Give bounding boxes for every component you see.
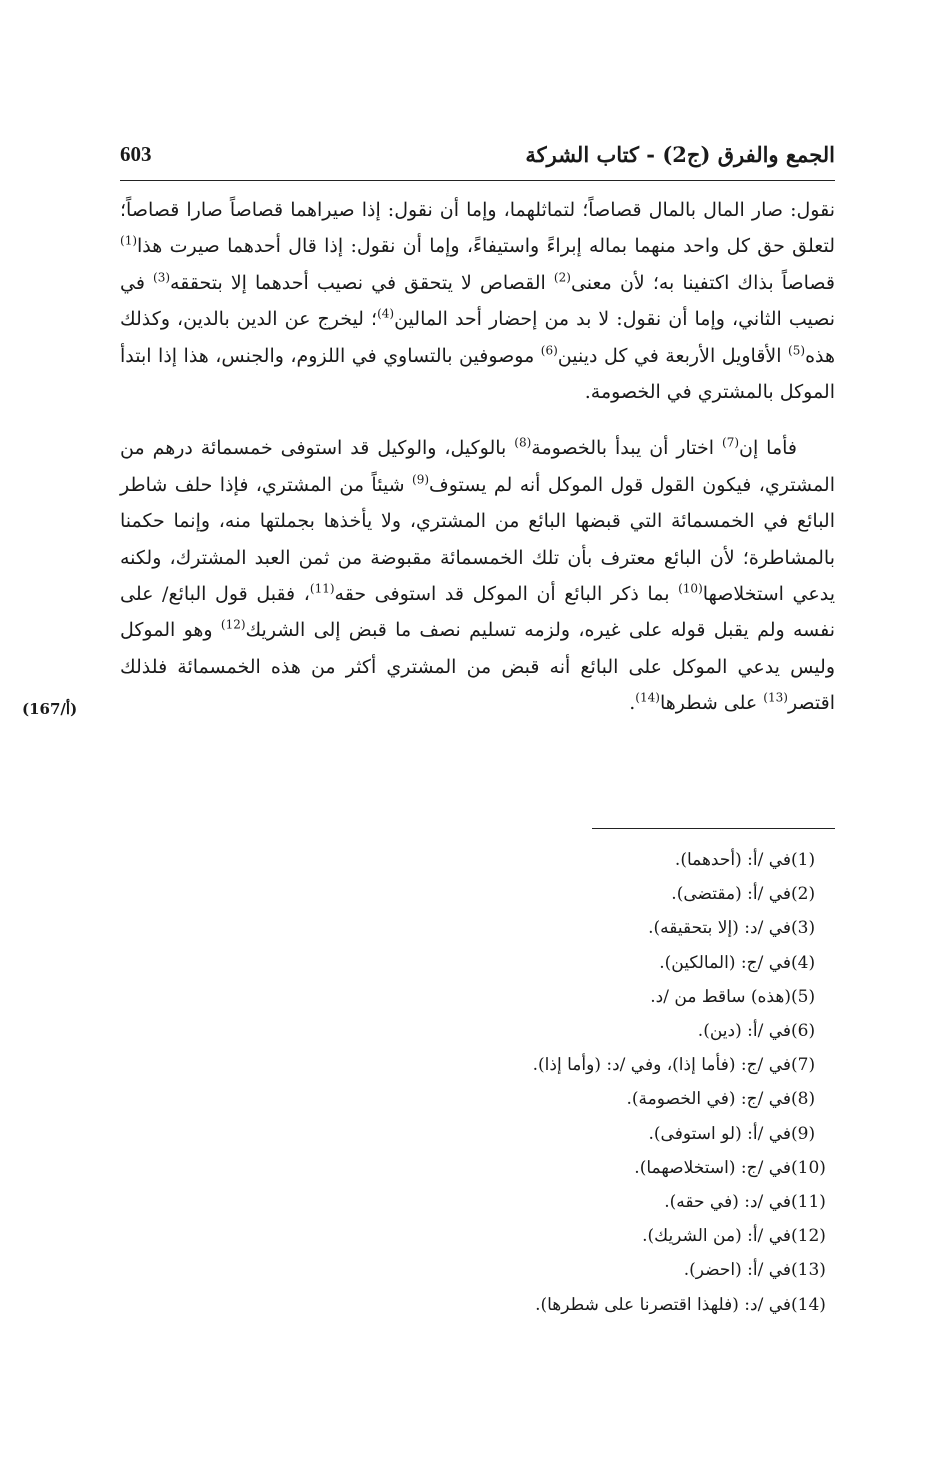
footnote-number: (9): [791, 1123, 816, 1144]
footnote-ref-5: (5): [788, 343, 806, 358]
footnote-item: [300, 946, 835, 980]
footnote-text: في /أ: (مقتضى).: [671, 884, 791, 905]
footnote-number: (13): [791, 1260, 826, 1281]
text-run: فأما إن: [739, 437, 798, 460]
header-rule: [120, 180, 835, 181]
text-run: شيئاً من المشتري، فإذا حلف شاطر البائع في الخمسمائة التي قبضها البائع من المشتري، ولا يأخذها بجملتها منه، وإنما حكمنا بالمشاطرة؛ لأن البائع معترف بأن تلك الخمسمائة مقبوضة من ثمن العبد المشترك، ولكنه يدعي استخلاصها: [120, 473, 835, 606]
footnote-item: [300, 1117, 835, 1151]
footnote-ref-14: (14): [635, 690, 660, 705]
footnote-text: في /أ: (أحدهما).: [674, 850, 791, 870]
text-run: اختار أن يبدأ بالخصومة: [531, 437, 722, 460]
footnote-text: في /ج: (استخلاصهما).: [634, 1157, 791, 1178]
footnote-text: في /أ: (دين).: [697, 1021, 791, 1042]
paragraph-2: [120, 430, 835, 721]
footnote-number: (1): [791, 850, 816, 870]
footnote-item: [300, 1048, 835, 1082]
footnotes-list: [300, 843, 835, 1322]
footnote-number: (14): [791, 1294, 826, 1315]
footnote-ref-4: (4): [377, 306, 395, 321]
text-run: ، فقبل قول البائع/ على نفسه ولم يقبل قوله على غيره، ولزمه تسليم نصف ما قبض إلى الشريك: [120, 583, 835, 642]
footnote-ref-6: (6): [540, 343, 558, 358]
footnote-number: (4): [791, 952, 816, 973]
footnote-item: [300, 1288, 835, 1322]
footnote-ref-1: (1): [120, 234, 138, 249]
footnote-item: [300, 911, 835, 945]
footnote-text: في /ج: (في الخصومة).: [626, 1089, 791, 1110]
footnote-item: [300, 1253, 835, 1287]
text-run: ؛ ليخرج عن الدين بالدين، وكذلك هذه: [120, 308, 836, 367]
paragraph-1: [120, 192, 835, 410]
text-run: موصوفين بالتساوي في اللزوم، والجنس، هذا إذا ابتدأ الموكل بالمشتري في الخصومة.: [120, 344, 835, 404]
footnote-ref-10: (10): [678, 581, 703, 596]
footnote-item: [300, 877, 835, 911]
footnote-separator: [592, 828, 835, 829]
footnote-ref-2: (2): [553, 270, 571, 285]
footnote-item: [300, 1082, 835, 1116]
running-title: الجمع والفرق (ج2) - كتاب الشركة: [525, 142, 835, 167]
footnote-item: [300, 980, 835, 1014]
text-run: .: [629, 692, 636, 715]
page-header: [120, 142, 835, 178]
footnote-item: [300, 843, 835, 877]
text-run: وهو الموكل وليس يدعي الموكل على البائع أنه قبض من المشتري أكثر من هذه الخمسمائة فلذلك اقتصر: [120, 619, 835, 715]
text-run: بالوكيل، والوكيل قد استوفى خمسمائة درهم من المشتري، فيكون القول قول الموكل أنه لم يستوف: [120, 437, 835, 496]
footnote-number: (10): [791, 1157, 826, 1178]
footnote-ref-11: (11): [309, 581, 335, 596]
text-run: على شطرها: [659, 692, 764, 715]
footnote-text: (هذه) ساقط من /د.: [650, 986, 791, 1007]
footnote-text: في /أ: (احضر).: [683, 1260, 791, 1281]
footnote-number: (2): [791, 884, 816, 905]
text-run: قصاصاً بذاك اكتفينا به؛ لأن معنى: [570, 271, 835, 294]
footnote-ref-8: (8): [514, 436, 532, 451]
text-run: في نصيب الثاني، وإما أن نقول: لا بد من إحضار أحد المالين: [120, 271, 836, 331]
footnote-text: في /ج: (المالكين).: [659, 952, 791, 973]
footnote-number: (6): [791, 1021, 816, 1042]
text-run: القصاص لا يتحقق في نصيب أحدهما إلا بتحققه: [170, 271, 554, 294]
footnote-item: [300, 1014, 835, 1048]
footnote-number: (7): [791, 1055, 816, 1076]
text-run: الأقاويل الأربعة في كل دينين: [557, 344, 789, 367]
footnote-number: (11): [791, 1192, 826, 1213]
footnote-text: في /ج: (فأما إذا)، وفي /د: (وأما إذا).: [532, 1055, 791, 1076]
text-run: بما ذكر البائع أن الموكل قد استوفى حقه: [334, 583, 679, 606]
footnote-number: (8): [791, 1089, 816, 1110]
footnote-ref-7: (7): [722, 436, 740, 451]
footnote-text: في /أ: (لو استوفى).: [648, 1123, 791, 1144]
footnote-ref-3: (3): [153, 270, 171, 285]
manuscript-folio-marker: (167/أ): [22, 700, 78, 718]
footnote-item: [300, 1219, 835, 1253]
footnote-ref-12: (12): [220, 618, 246, 633]
footnote-ref-9: (9): [412, 472, 430, 487]
footnote-number: (3): [791, 918, 816, 939]
footnote-text: في /د: (في حقه).: [664, 1192, 791, 1213]
footnote-text: في /د: (إلا بتحقيقه).: [648, 918, 791, 939]
footnote-ref-13: (13): [763, 690, 788, 705]
footnote-text: في /د: (فلهذا اقتصرنا على شطرها).: [535, 1294, 791, 1315]
page-number: 603: [120, 142, 152, 166]
footnote-number: (5): [791, 986, 816, 1007]
footnote-item: [300, 1151, 835, 1185]
main-text: [120, 192, 835, 722]
footnote-item: [300, 1185, 835, 1219]
footnote-text: في /أ: (من الشريك).: [642, 1226, 791, 1247]
footnote-number: (12): [791, 1226, 826, 1247]
text-run: نقول: صار المال بالمال قصاصاً؛ لتماثلهما، وإما أن نقول: إذا صيراهما قصاصاً صارا قصاصاً؛ لتعلق حق كل واحد منهما بماله إبراءً واستيفاءً، وإما أن نقول: إذا قال أحدهما صيرت هذا: [120, 199, 835, 258]
